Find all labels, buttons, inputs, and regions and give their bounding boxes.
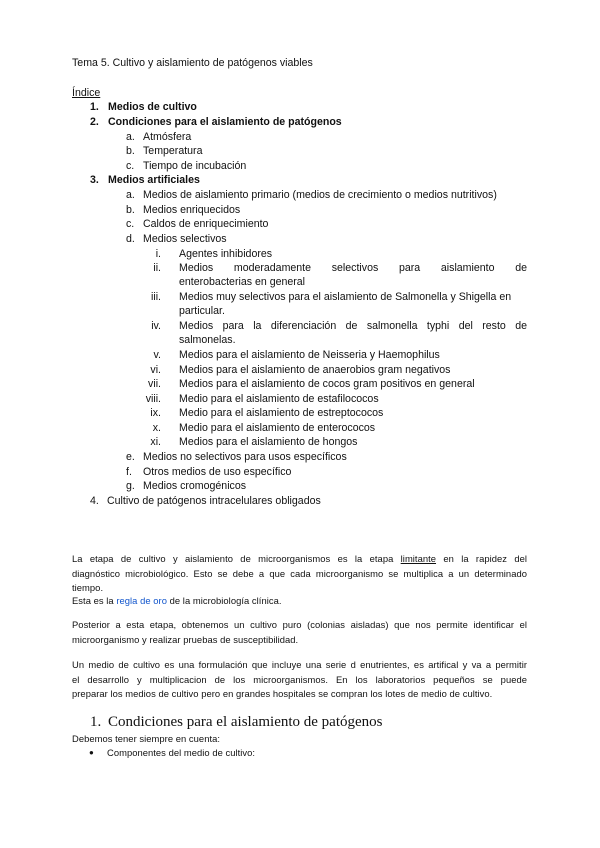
index-subsubitem[interactable]: Agentes inhibidores: [179, 248, 273, 260]
index-subsubitem[interactable]: Medio para el aislamiento de estafilococos: [179, 393, 379, 405]
document-title: Tema 5. Cultivo y aislamiento de patógenos viables: [72, 57, 313, 69]
index-subitem-selectivos[interactable]: Medios selectivos: [143, 233, 227, 245]
index-roman: i.: [155, 248, 161, 260]
bullet-item: Componentes del medio de cultivo:: [107, 747, 256, 758]
index-letter: a.: [126, 189, 135, 201]
index-subitem-otros[interactable]: Otros medios de uso específico: [143, 466, 292, 478]
index-subsubitem[interactable]: Medios para el aislamiento de Neisseria y Haemophilus: [179, 349, 440, 361]
index-roman: x.: [152, 422, 161, 434]
paragraph-line: Esta es la regla de oro de la microbiología clínica.: [72, 595, 282, 606]
index-item-medios-artificiales[interactable]: Medios artificiales: [108, 174, 200, 186]
paragraph-line: Posterior a esta etapa, obtenemos un cultivo puro (colonias aisladas) que nos permite identificar el: [72, 619, 527, 630]
index-roman: v.: [153, 349, 161, 361]
paragraph-line: Debemos tener siempre en cuenta:: [72, 733, 221, 744]
index-subsubitem[interactable]: Medios para el aislamiento de anaerobios gram negativos: [179, 364, 451, 376]
index-roman: vii.: [148, 378, 161, 390]
regla-de-oro-link[interactable]: regla de oro: [116, 595, 167, 606]
index-number: 1.: [90, 101, 99, 113]
index-subitem-temperatura[interactable]: Temperatura: [143, 145, 203, 157]
paragraph-line: La etapa de cultivo y aislamiento de microorganismos es la etapa limitante en la rapidez del: [72, 553, 527, 564]
index-letter: e.: [126, 451, 135, 463]
index-letter: g.: [126, 480, 135, 492]
index-roman: viii.: [145, 393, 161, 405]
index-subsubitem[interactable]: Medios moderadamente selectivos para aislamiento de: [179, 262, 527, 274]
paragraph-line: el desarrollo y multiplicacion de los microorganismos. En los laboratorios pequeños se puede: [72, 674, 527, 685]
index-subitem-tiempo[interactable]: Tiempo de incubación: [143, 160, 247, 172]
paragraph-line: Un medio de cultivo es una formulación que incluye una serie d enutrientes, es artifical y va a permitir: [72, 659, 527, 670]
index-letter: b.: [126, 204, 135, 216]
index-subsubitem[interactable]: Medios muy selectivos para el aislamiento de Salmonella y Shigella en: [179, 291, 512, 303]
index-subsubitem-cont[interactable]: particular.: [179, 305, 225, 317]
index-subitem-enriquecidos[interactable]: Medios enriquecidos: [143, 204, 241, 216]
index-letter: a.: [126, 131, 135, 143]
index-subitem-no-selectivos[interactable]: Medios no selectivos para usos específicos: [143, 451, 347, 463]
paragraph-line: microorganismo y realizar pruebas de susceptibilidad.: [72, 634, 299, 645]
underlined-term: limitante: [400, 553, 437, 564]
index-roman: ix.: [150, 407, 161, 419]
index-letter: b.: [126, 145, 135, 157]
index-subitem-aislamiento-primario[interactable]: Medios de aislamiento primario (medios de crecimiento o medios nutritivos): [143, 189, 497, 201]
index-subsubitem[interactable]: Medios para el aislamiento de hongos: [179, 436, 358, 448]
index-roman: ii.: [153, 262, 161, 274]
index-subitem-cromogenicos[interactable]: Medios cromogénicos: [143, 480, 247, 492]
index-subsubitem[interactable]: Medios para el aislamiento de cocos gram positivos en general: [179, 378, 475, 390]
index-item-intracelulares[interactable]: Cultivo de patógenos intracelulares obligados: [107, 495, 321, 507]
index-heading: Índice: [72, 87, 101, 99]
index-subitem-caldos[interactable]: Caldos de enriquecimiento: [143, 218, 269, 230]
index-letter: c.: [126, 218, 135, 230]
section-heading-number: 1.: [90, 714, 102, 730]
index-subitem-atmosfera[interactable]: Atmósfera: [143, 131, 192, 143]
index-roman: iii.: [150, 291, 161, 303]
index-subsubitem[interactable]: Medio para el aislamiento de estreptococos: [179, 407, 384, 419]
index-roman: vi.: [150, 364, 161, 376]
index-subsubitem-cont[interactable]: salmonelas.: [179, 334, 236, 346]
index-number: 3.: [90, 174, 99, 186]
index-letter: c.: [126, 160, 135, 172]
index-roman: iv.: [151, 320, 161, 332]
section-heading: Condiciones para el aislamiento de patógenos: [108, 714, 383, 730]
index-roman: xi.: [150, 436, 161, 448]
bullet-icon: ●: [89, 748, 94, 757]
index-item-medios-de-cultivo[interactable]: Medios de cultivo: [108, 101, 197, 113]
index-letter: f.: [126, 466, 132, 478]
paragraph-line: diagnóstico microbiológico. Esto se debe a que cada microorganismo se multiplica a un determinado: [72, 568, 527, 579]
paragraph-line: tiempo.: [72, 582, 104, 593]
index-number: 2.: [90, 116, 99, 128]
index-subsubitem[interactable]: Medios para la diferenciación de salmonella typhi del resto de: [179, 320, 527, 332]
index-subsubitem-cont[interactable]: enterobacterias en general: [179, 276, 306, 288]
index-item-condiciones[interactable]: Condiciones para el aislamiento de patógenos: [108, 116, 342, 128]
index-number: 4.: [90, 495, 99, 507]
index-subsubitem[interactable]: Medio para el aislamiento de enterococos: [179, 422, 376, 434]
index-letter: d.: [126, 233, 135, 245]
paragraph-line: preparar los medios de cultivo pero en grandes hospitales se compran los lotes de medio de cultivo.: [72, 688, 493, 699]
